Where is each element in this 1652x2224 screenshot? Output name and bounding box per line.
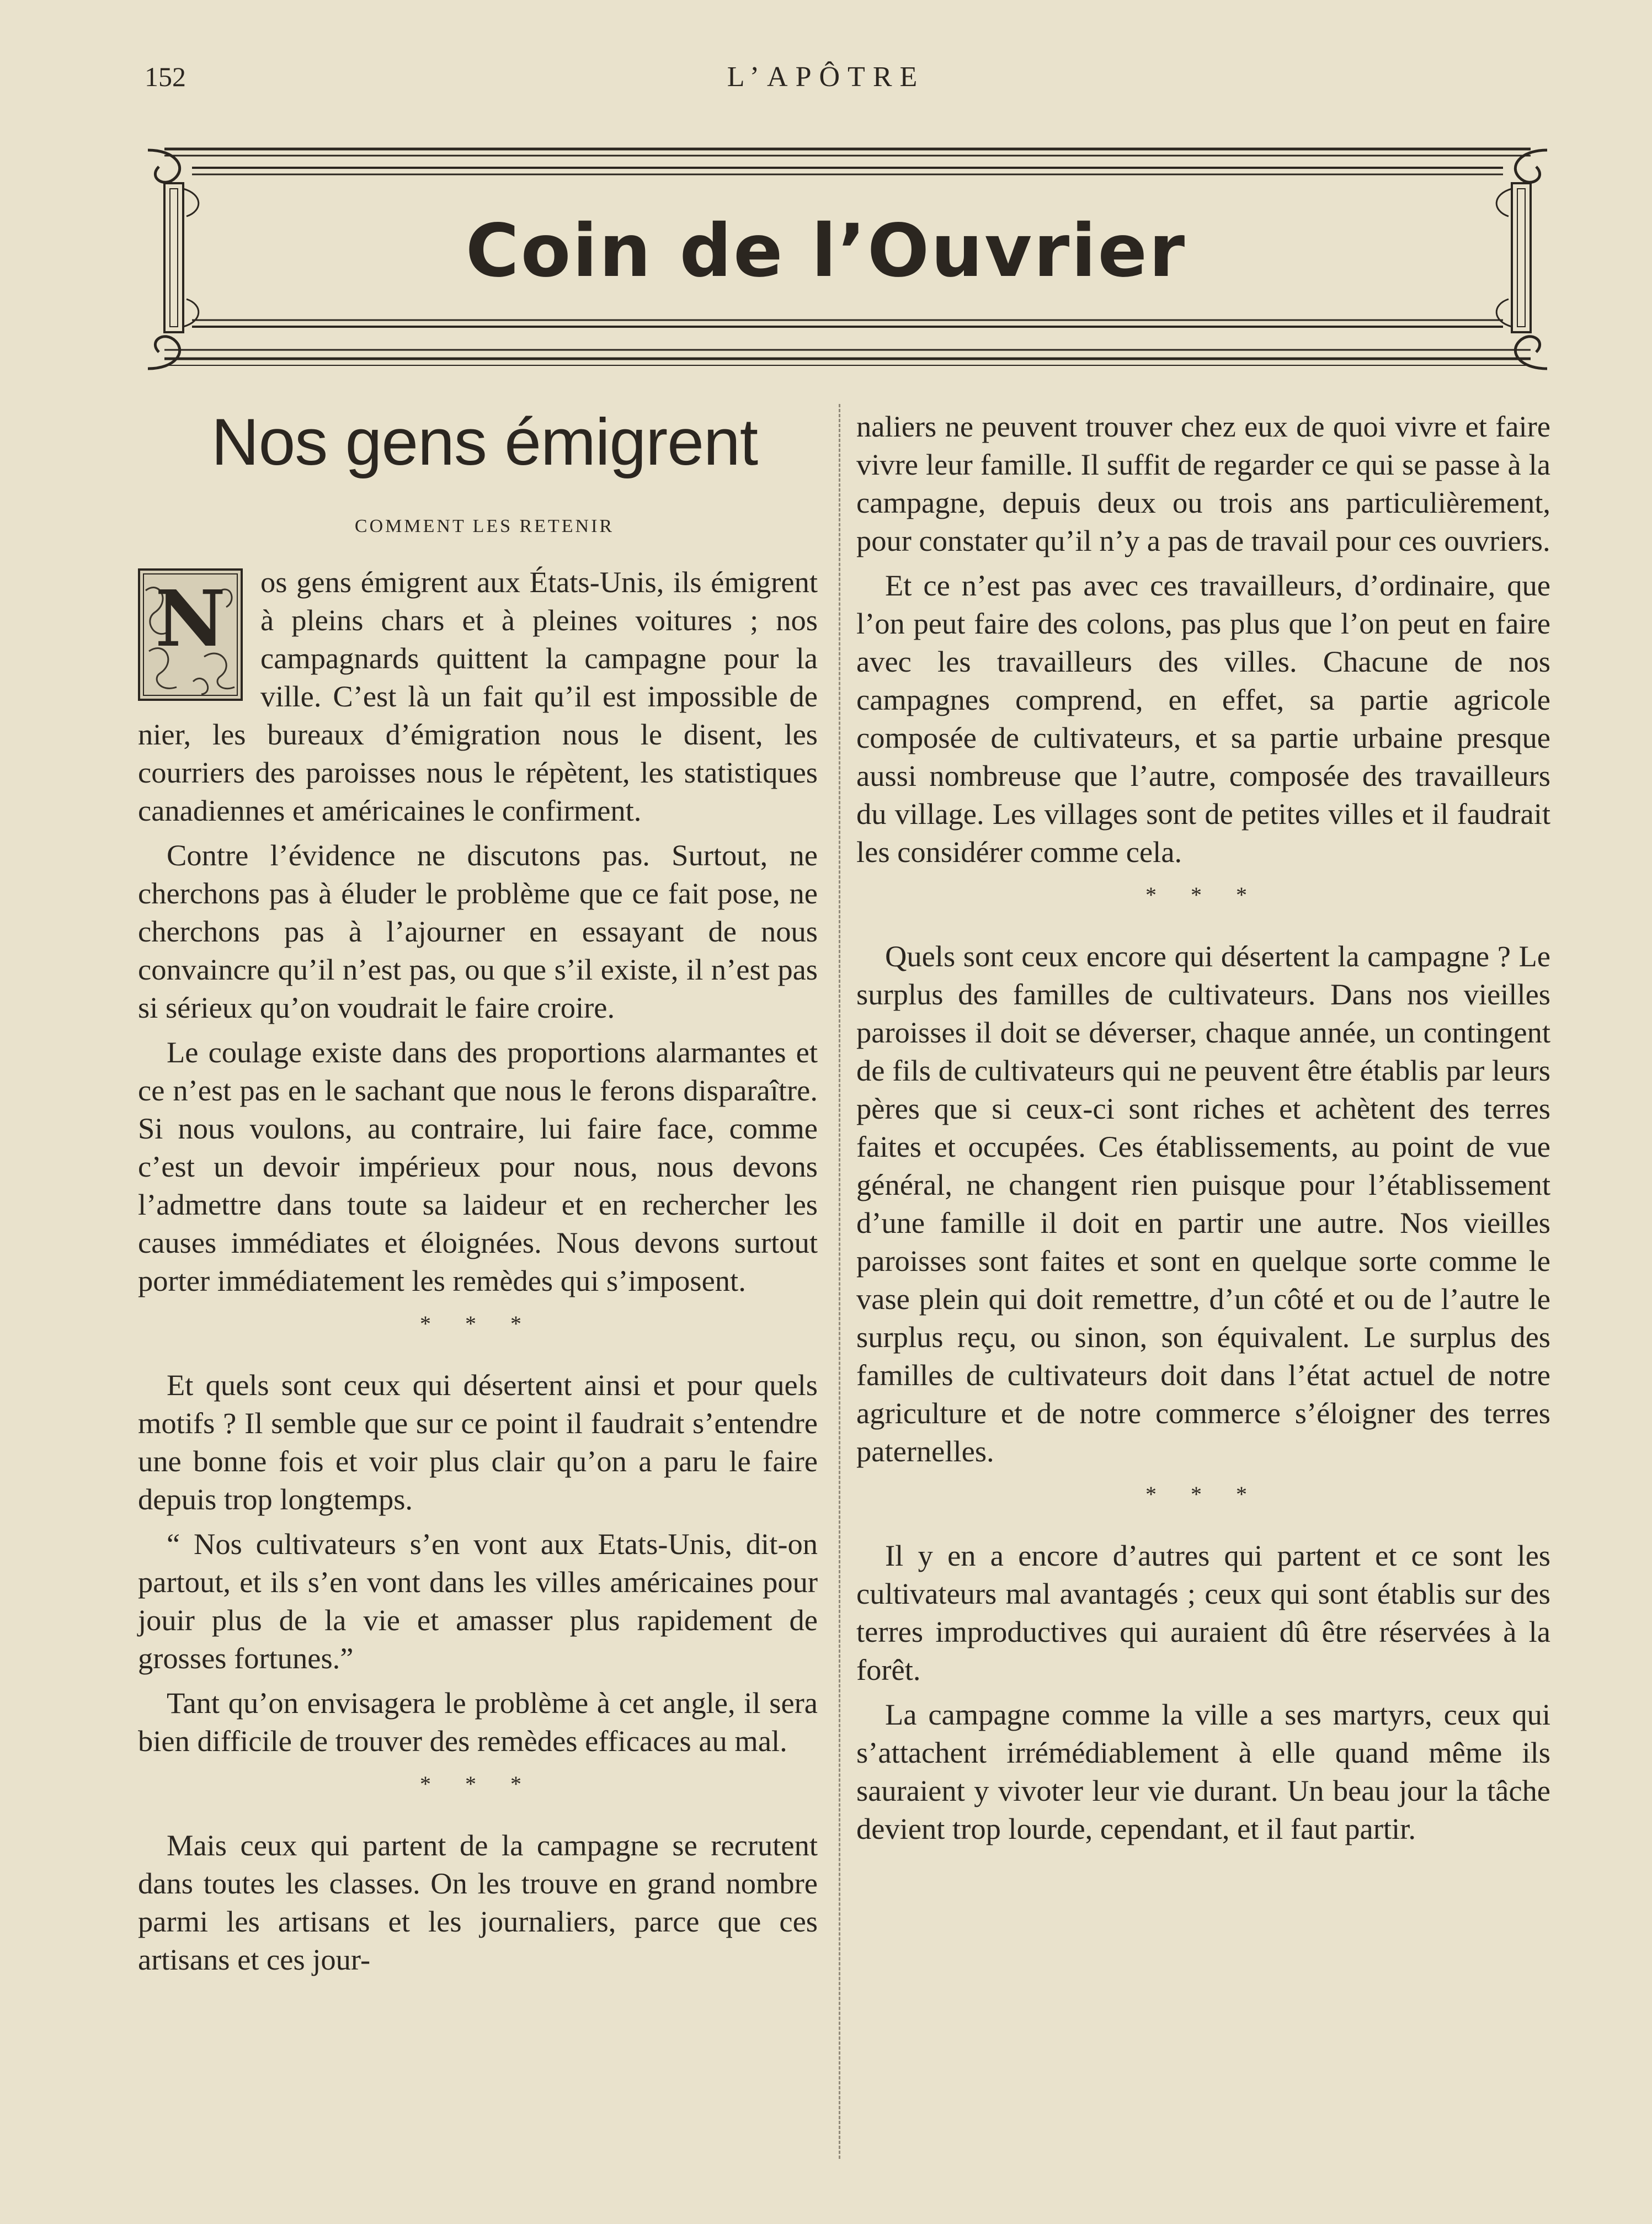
- section-separator: * * *: [1145, 1482, 1261, 1507]
- column-left: [138, 563, 818, 1985]
- paragraph: naliers ne peuvent trouver chez eux de quoi vivre et faire vivre leur famille. Il suffit de regarder ce qui se passe à la campagne, depuis deux ou trois ans particulièrement, pour constater qu’il n’y a pas de travail pour ces ouvriers.: [856, 409, 1550, 557]
- paragraph: Quels sont ceux encore qui désertent la campagne ? Le surplus des familles de cultivateurs. Dans nos vieilles paroisses il doit se déverser, chaque année, un contingent de fils de cultivateurs qui ne peuvent être établis par leurs pères que si ceux-ci sont riches et achètent des terres faites et occupées. Ces établissements, au point de vue général, ne changent rien puisque pour l’établissement d’une famille il doit en partir une autre. Nos vieilles paroisses sont faites et sont en quelque sorte comme le vase plein qui doit remettre, d’un côté et ou de l’autre le surplus reçu, ou sinon, son équivalent. Le surplus des familles de cultivateurs doit dans l’état actuel de notre agriculture et de notre commerce s’éloigner des terres paternelles.: [856, 939, 1550, 1468]
- section-title: Coin de l’Ouvrier: [465, 209, 1187, 294]
- paragraph: Mais ceux qui partent de la campagne se recrutent dans toutes les classes. On les trouve en grand nombre parmi les artisans et les journaliers, parce que ces artisans et ces jour-: [138, 1828, 818, 1976]
- paragraph: Tant qu’on envisagera le problème à cet angle, il sera bien difficile de trouver des remèdes efficaces au mal.: [138, 1686, 818, 1758]
- paragraph: [138, 563, 818, 829]
- column-right: [856, 407, 1550, 1854]
- section-separator: * * *: [1145, 882, 1261, 907]
- dropcap-ornament: [138, 568, 243, 701]
- paragraph: Contre l’évidence ne discutons pas. Surtout, ne cherchons pas à éluder le problème que ce fait pose, ne cherchons pas à l’ajourner en essayant de nous convaincre qu’il n’est pas, ou que s’il existe, il n’est pas si sérieux qu’on voudrait le faire croire.: [138, 838, 818, 1024]
- dropcap-letter: N: [155, 574, 226, 664]
- paragraph-text: os gens émigrent aux États-Unis, ils émigrent à pleins chars et à pleines voitures ; nos campagnards quittent la campagne pour la ville. C’est là un fait qu’il est impossible de nier, les bureaux d’émigration nous le disent, les courriers des paroisses nous le répètent, les statistiques canadiennes et américaines le confirment.: [138, 565, 818, 827]
- paragraph: La campagne comme la ville a ses martyrs, ceux qui s’attachent irrémédiablement à elle quand même ils sauraient y vivoter leur vie durant. Un beau jour la tâche devient trop lourde, cependant, et il faut partir.: [856, 1698, 1550, 1845]
- paragraph: “ Nos cultivateurs s’en vont aux Etats-Unis, dit-on partout, et ils s’en vont dans les villes américaines pour jouir plus de la vie et amasser plus rapidement de grosses fortunes.”: [138, 1527, 818, 1675]
- article-subtitle: COMMENT LES RETENIR: [354, 516, 615, 536]
- section-separator: * * *: [420, 1311, 536, 1336]
- paragraph: Il y en a encore d’autres qui partent et ce sont les cultivateurs mal avantagés ; ceux qui sont établis sur des terres improductives qui auraient dû être réservées à la forêt.: [856, 1539, 1550, 1686]
- column-divider: [839, 404, 840, 2159]
- paragraph: Le coulage existe dans des proportions alarmantes et ce n’est pas en le sachant que nous le ferons disparaître. Si nous voulons, au contraire, lui faire face, comme c’est un devoir impérieux pour nous, nous devons l’admettre dans toute sa laideur et en rechercher les causes immédiates et éloignées. Nous devons surtout porter immédiatement les remèdes qui s’imposent.: [138, 1035, 818, 1297]
- running-title: L’APÔTRE: [727, 61, 925, 93]
- page-number: 152: [145, 61, 186, 92]
- article-title: Nos gens émigrent: [211, 405, 758, 479]
- paragraph: Et ce n’est pas avec ces travailleurs, d’ordinaire, que l’on peut faire des colons, pas plus que l’on peut en faire avec les travailleurs des villes. Chacune de nos campagnes comprend, en effet, sa partie agricole composée de cultivateurs, et sa partie urbaine presque aussi nombreuse que l’autre, composée des travailleurs du village. Les villages sont de petites villes et il faudrait les considérer comme cela.: [856, 568, 1550, 869]
- section-separator: * * *: [420, 1771, 536, 1796]
- paragraph: Et quels sont ceux qui désertent ainsi et pour quels motifs ? Il semble que sur ce point il faudrait s’entendre une bonne fois et voir plus clair qu’on a paru le faire depuis trop longtemps.: [138, 1368, 818, 1516]
